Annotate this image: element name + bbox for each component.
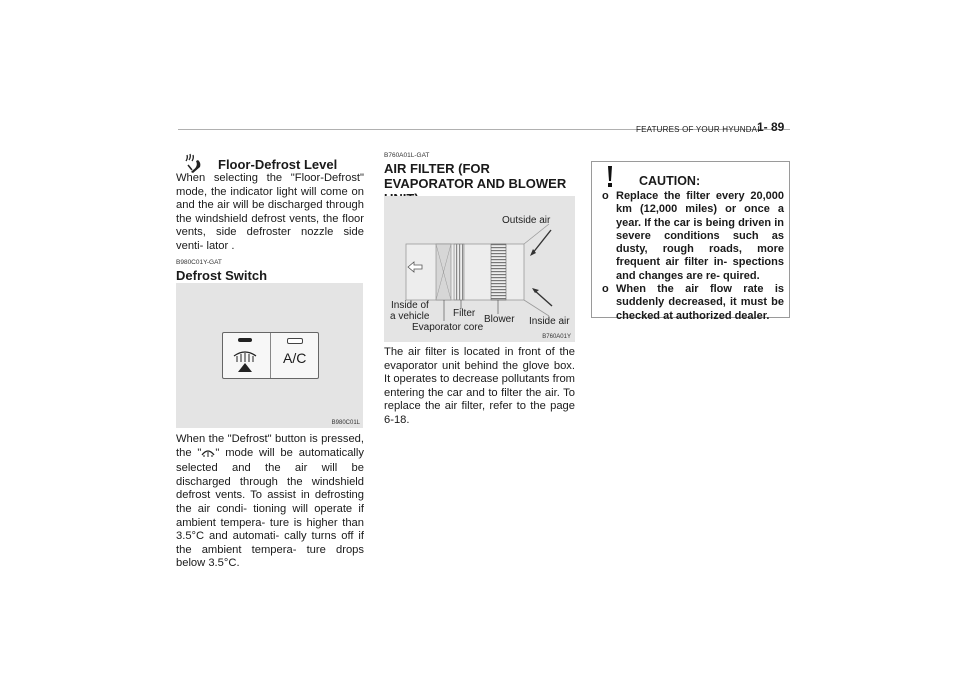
caution-list bbox=[596, 190, 784, 323]
floor-defrost-title: Floor-Defrost Level bbox=[218, 157, 338, 172]
defrost-mode-icon bbox=[201, 448, 215, 463]
ac-indicator-light bbox=[287, 338, 303, 344]
figure-code: B980C01L bbox=[331, 420, 360, 426]
label-evaporator-core: Evaporator core bbox=[412, 322, 484, 333]
label-inside-vehicle-1: Inside of bbox=[391, 300, 429, 311]
label-filter: Filter bbox=[453, 308, 476, 319]
page-number: 1- 89 bbox=[757, 120, 785, 134]
defrost-switch-figure bbox=[176, 283, 363, 428]
label-inside-vehicle-2: a vehicle bbox=[390, 311, 430, 322]
defrost-title: Defrost Switch bbox=[176, 268, 268, 283]
defrost-indicator-light bbox=[238, 338, 252, 342]
caution-item: o Replace the filter every 20,000 km (12,000 miles) or once a year. If the car is being driven in severe conditions such as dusty, rough roads, more frequent air filter in- spections and changes are re- quired. bbox=[602, 190, 784, 282]
caution-item: o When the air flow rate is suddenly decreased, it must be checked at authorized dealer. bbox=[602, 283, 784, 322]
air-filter-title: AIR FILTER (FOR EVAPORATOR AND BLOWER bbox=[384, 161, 567, 191]
warning-icon bbox=[603, 166, 617, 193]
air-filter-section-code: B760A01L-GAT bbox=[384, 152, 430, 159]
ac-label: A/C bbox=[283, 350, 307, 366]
floor-defrost-text: When selecting the "Floor-Defrost" mode, the indicator light will come on and the air will be discharged through the windshield defrost vents, the floor vents, side defroster nozzle side venti- lator . bbox=[176, 172, 364, 252]
air-filter-diagram bbox=[384, 196, 575, 342]
label-outside-air: Outside air bbox=[502, 215, 551, 226]
air-filter-text: The air filter is located in front of the evaporator unit behind the glove box. It operates to decrease pollutants from entering the car and to filter the air. To replace the air filter, refer to the page 6-18. bbox=[384, 346, 575, 426]
header-title: FEATURES OF YOUR HYUNDAI bbox=[636, 125, 760, 134]
switch-panel bbox=[222, 332, 319, 379]
caution-box bbox=[591, 161, 790, 322]
ac-button[interactable] bbox=[271, 333, 318, 378]
defrost-section-code: B980C01Y-GAT bbox=[176, 259, 222, 266]
label-inside-air: Inside air bbox=[529, 316, 570, 327]
defrost-icon bbox=[232, 347, 258, 380]
defrost-button[interactable] bbox=[223, 333, 271, 378]
label-blower: Blower bbox=[484, 314, 515, 325]
defrost-text: When the "Defrost" button is pressed, the " " mode will be automatically selected and the air will be discharged through the windshield defrost vents. To assist in defrosting the air condi- tioning will operate if ambient tempera- ture is higher than 3.5°C and automati- cally turns off if the ambient tempera- ture drops below 3.5°C. bbox=[176, 433, 364, 570]
caution-title: CAUTION: bbox=[639, 174, 701, 188]
figure-code: B760A01Y bbox=[542, 334, 571, 340]
